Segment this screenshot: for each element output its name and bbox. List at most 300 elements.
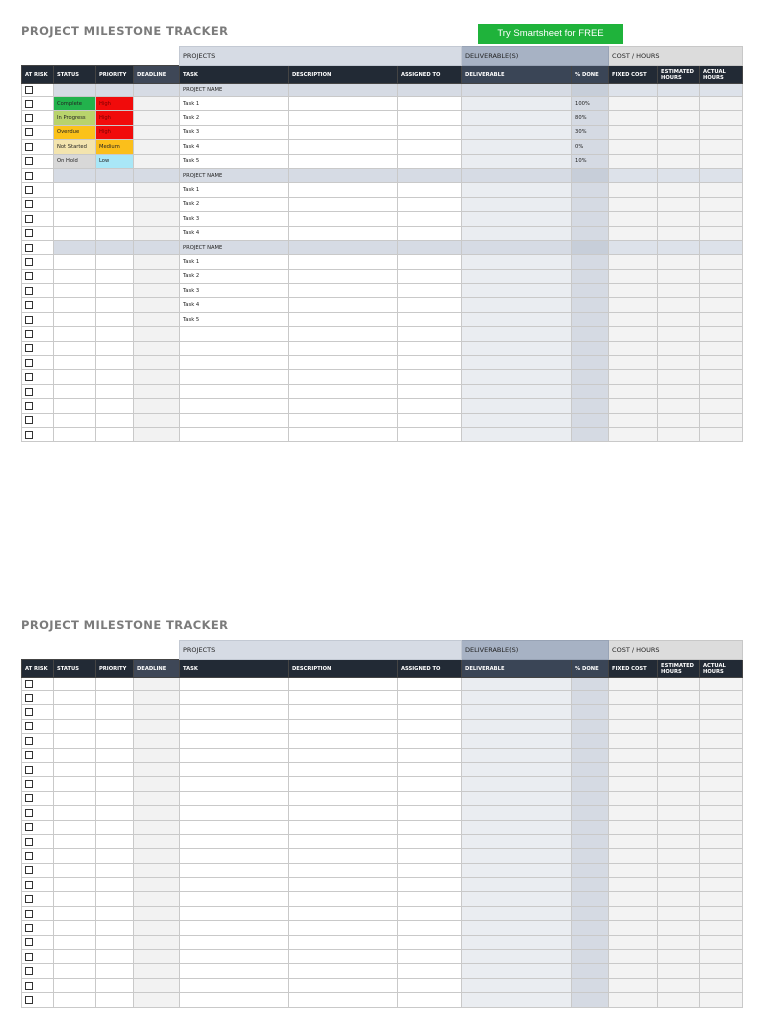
estimated-hours-cell[interactable] bbox=[658, 834, 700, 848]
at-risk-checkbox[interactable] bbox=[25, 982, 33, 990]
estimated-hours-cell[interactable] bbox=[658, 212, 700, 226]
status-cell[interactable] bbox=[54, 183, 96, 197]
percent-done-cell[interactable]: 100% bbox=[572, 97, 609, 111]
assigned-to-cell[interactable] bbox=[398, 906, 462, 920]
deadline-cell[interactable] bbox=[134, 327, 180, 341]
status-cell[interactable] bbox=[54, 950, 96, 964]
priority-cell[interactable] bbox=[96, 327, 134, 341]
fixed-cost-cell[interactable] bbox=[609, 978, 658, 992]
deadline-cell[interactable] bbox=[134, 791, 180, 805]
deliverable-cell[interactable] bbox=[462, 298, 572, 312]
task-cell[interactable]: PROJECT NAME bbox=[180, 84, 289, 97]
fixed-cost-cell[interactable] bbox=[609, 993, 658, 1007]
description-cell[interactable] bbox=[289, 284, 398, 298]
deliverable-cell[interactable] bbox=[462, 892, 572, 906]
actual-hours-cell[interactable] bbox=[700, 269, 743, 283]
deliverable-cell[interactable] bbox=[462, 384, 572, 398]
at-risk-cell[interactable] bbox=[22, 892, 54, 906]
fixed-cost-cell[interactable] bbox=[609, 849, 658, 863]
status-cell[interactable] bbox=[54, 240, 96, 254]
assigned-to-cell[interactable] bbox=[398, 226, 462, 240]
task-cell[interactable] bbox=[180, 777, 289, 791]
deliverable-cell[interactable] bbox=[462, 678, 572, 691]
at-risk-cell[interactable] bbox=[22, 806, 54, 820]
description-cell[interactable] bbox=[289, 212, 398, 226]
fixed-cost-cell[interactable] bbox=[609, 140, 658, 154]
assigned-to-cell[interactable] bbox=[398, 97, 462, 111]
deliverable-cell[interactable] bbox=[462, 734, 572, 748]
task-cell[interactable]: Task 5 bbox=[180, 312, 289, 326]
deliverable-cell[interactable] bbox=[462, 341, 572, 355]
assigned-to-cell[interactable] bbox=[398, 384, 462, 398]
deadline-cell[interactable] bbox=[134, 341, 180, 355]
description-cell[interactable] bbox=[289, 427, 398, 441]
at-risk-checkbox[interactable] bbox=[25, 359, 33, 367]
estimated-hours-cell[interactable] bbox=[658, 226, 700, 240]
estimated-hours-cell[interactable] bbox=[658, 240, 700, 254]
status-cell[interactable] bbox=[54, 719, 96, 733]
deadline-cell[interactable] bbox=[134, 125, 180, 139]
at-risk-checkbox[interactable] bbox=[25, 938, 33, 946]
priority-cell[interactable] bbox=[96, 399, 134, 413]
status-cell[interactable] bbox=[54, 691, 96, 705]
at-risk-checkbox[interactable] bbox=[25, 751, 33, 759]
assigned-to-cell[interactable] bbox=[398, 950, 462, 964]
assigned-to-cell[interactable] bbox=[398, 370, 462, 384]
estimated-hours-cell[interactable] bbox=[658, 97, 700, 111]
at-risk-cell[interactable] bbox=[22, 140, 54, 154]
status-cell[interactable] bbox=[54, 284, 96, 298]
description-cell[interactable] bbox=[289, 84, 398, 97]
deliverable-cell[interactable] bbox=[462, 97, 572, 111]
deliverable-cell[interactable] bbox=[462, 705, 572, 719]
percent-done-cell[interactable] bbox=[572, 906, 609, 920]
description-cell[interactable] bbox=[289, 906, 398, 920]
deadline-cell[interactable] bbox=[134, 964, 180, 978]
percent-done-cell[interactable] bbox=[572, 892, 609, 906]
description-cell[interactable] bbox=[289, 240, 398, 254]
deliverable-cell[interactable] bbox=[462, 413, 572, 427]
deliverable-cell[interactable] bbox=[462, 427, 572, 441]
deadline-cell[interactable] bbox=[134, 734, 180, 748]
at-risk-cell[interactable] bbox=[22, 240, 54, 254]
fixed-cost-cell[interactable] bbox=[609, 168, 658, 182]
at-risk-cell[interactable] bbox=[22, 950, 54, 964]
priority-cell[interactable] bbox=[96, 762, 134, 776]
percent-done-cell[interactable] bbox=[572, 834, 609, 848]
deadline-cell[interactable] bbox=[134, 705, 180, 719]
priority-cell[interactable] bbox=[96, 935, 134, 949]
deliverable-cell[interactable] bbox=[462, 878, 572, 892]
task-cell[interactable]: PROJECT NAME bbox=[180, 240, 289, 254]
deliverable-cell[interactable] bbox=[462, 370, 572, 384]
priority-cell[interactable] bbox=[96, 226, 134, 240]
deliverable-cell[interactable] bbox=[462, 921, 572, 935]
assigned-to-cell[interactable] bbox=[398, 212, 462, 226]
fixed-cost-cell[interactable] bbox=[609, 197, 658, 211]
priority-cell[interactable] bbox=[96, 427, 134, 441]
status-cell[interactable] bbox=[54, 892, 96, 906]
actual-hours-cell[interactable] bbox=[700, 878, 743, 892]
description-cell[interactable] bbox=[289, 370, 398, 384]
percent-done-cell[interactable] bbox=[572, 226, 609, 240]
priority-cell[interactable] bbox=[96, 413, 134, 427]
fixed-cost-cell[interactable] bbox=[609, 734, 658, 748]
at-risk-cell[interactable] bbox=[22, 370, 54, 384]
task-cell[interactable] bbox=[180, 834, 289, 848]
assigned-to-cell[interactable] bbox=[398, 748, 462, 762]
estimated-hours-cell[interactable] bbox=[658, 762, 700, 776]
percent-done-cell[interactable] bbox=[572, 777, 609, 791]
percent-done-cell[interactable] bbox=[572, 84, 609, 97]
percent-done-cell[interactable] bbox=[572, 748, 609, 762]
actual-hours-cell[interactable] bbox=[700, 125, 743, 139]
at-risk-cell[interactable] bbox=[22, 906, 54, 920]
at-risk-checkbox[interactable] bbox=[25, 114, 33, 122]
actual-hours-cell[interactable] bbox=[700, 212, 743, 226]
estimated-hours-cell[interactable] bbox=[658, 734, 700, 748]
percent-done-cell[interactable] bbox=[572, 413, 609, 427]
assigned-to-cell[interactable] bbox=[398, 705, 462, 719]
actual-hours-cell[interactable] bbox=[700, 892, 743, 906]
assigned-to-cell[interactable] bbox=[398, 140, 462, 154]
at-risk-checkbox[interactable] bbox=[25, 128, 33, 136]
priority-cell[interactable] bbox=[96, 950, 134, 964]
actual-hours-cell[interactable] bbox=[700, 327, 743, 341]
description-cell[interactable] bbox=[289, 791, 398, 805]
task-cell[interactable]: Task 3 bbox=[180, 212, 289, 226]
assigned-to-cell[interactable] bbox=[398, 762, 462, 776]
estimated-hours-cell[interactable] bbox=[658, 111, 700, 125]
actual-hours-cell[interactable] bbox=[700, 255, 743, 269]
at-risk-checkbox[interactable] bbox=[25, 809, 33, 817]
estimated-hours-cell[interactable] bbox=[658, 140, 700, 154]
task-cell[interactable] bbox=[180, 327, 289, 341]
priority-cell[interactable] bbox=[96, 312, 134, 326]
percent-done-cell[interactable] bbox=[572, 791, 609, 805]
description-cell[interactable] bbox=[289, 978, 398, 992]
at-risk-checkbox[interactable] bbox=[25, 157, 33, 165]
estimated-hours-cell[interactable] bbox=[658, 806, 700, 820]
status-cell[interactable] bbox=[54, 791, 96, 805]
priority-cell[interactable] bbox=[96, 691, 134, 705]
actual-hours-cell[interactable] bbox=[700, 284, 743, 298]
deliverable-cell[interactable] bbox=[462, 719, 572, 733]
priority-cell[interactable] bbox=[96, 878, 134, 892]
fixed-cost-cell[interactable] bbox=[609, 255, 658, 269]
deliverable-cell[interactable] bbox=[462, 964, 572, 978]
at-risk-cell[interactable] bbox=[22, 993, 54, 1007]
deadline-cell[interactable] bbox=[134, 678, 180, 691]
priority-cell[interactable] bbox=[96, 734, 134, 748]
priority-cell[interactable] bbox=[96, 820, 134, 834]
fixed-cost-cell[interactable] bbox=[609, 111, 658, 125]
status-cell[interactable] bbox=[54, 327, 96, 341]
status-cell[interactable] bbox=[54, 878, 96, 892]
estimated-hours-cell[interactable] bbox=[658, 269, 700, 283]
actual-hours-cell[interactable] bbox=[700, 140, 743, 154]
fixed-cost-cell[interactable] bbox=[609, 762, 658, 776]
deliverable-cell[interactable] bbox=[462, 762, 572, 776]
at-risk-checkbox[interactable] bbox=[25, 143, 33, 151]
estimated-hours-cell[interactable] bbox=[658, 384, 700, 398]
priority-cell[interactable] bbox=[96, 678, 134, 691]
at-risk-cell[interactable] bbox=[22, 777, 54, 791]
fixed-cost-cell[interactable] bbox=[609, 370, 658, 384]
status-cell[interactable]: Not Started bbox=[54, 140, 96, 154]
deadline-cell[interactable] bbox=[134, 212, 180, 226]
at-risk-checkbox[interactable] bbox=[25, 316, 33, 324]
actual-hours-cell[interactable] bbox=[700, 978, 743, 992]
at-risk-cell[interactable] bbox=[22, 748, 54, 762]
at-risk-checkbox[interactable] bbox=[25, 86, 33, 94]
task-cell[interactable] bbox=[180, 413, 289, 427]
fixed-cost-cell[interactable] bbox=[609, 312, 658, 326]
percent-done-cell[interactable] bbox=[572, 806, 609, 820]
task-cell[interactable] bbox=[180, 748, 289, 762]
priority-cell[interactable] bbox=[96, 863, 134, 877]
fixed-cost-cell[interactable] bbox=[609, 212, 658, 226]
fixed-cost-cell[interactable] bbox=[609, 427, 658, 441]
status-cell[interactable] bbox=[54, 298, 96, 312]
at-risk-checkbox[interactable] bbox=[25, 794, 33, 802]
estimated-hours-cell[interactable] bbox=[658, 791, 700, 805]
at-risk-cell[interactable] bbox=[22, 849, 54, 863]
actual-hours-cell[interactable] bbox=[700, 298, 743, 312]
estimated-hours-cell[interactable] bbox=[658, 777, 700, 791]
deadline-cell[interactable] bbox=[134, 427, 180, 441]
description-cell[interactable] bbox=[289, 921, 398, 935]
task-cell[interactable] bbox=[180, 734, 289, 748]
percent-done-cell[interactable] bbox=[572, 691, 609, 705]
actual-hours-cell[interactable] bbox=[700, 240, 743, 254]
assigned-to-cell[interactable] bbox=[398, 427, 462, 441]
task-cell[interactable]: Task 1 bbox=[180, 183, 289, 197]
assigned-to-cell[interactable] bbox=[398, 327, 462, 341]
status-cell[interactable]: In Progress bbox=[54, 111, 96, 125]
priority-cell[interactable] bbox=[96, 341, 134, 355]
at-risk-cell[interactable] bbox=[22, 111, 54, 125]
deadline-cell[interactable] bbox=[134, 370, 180, 384]
priority-cell[interactable] bbox=[96, 298, 134, 312]
status-cell[interactable] bbox=[54, 762, 96, 776]
fixed-cost-cell[interactable] bbox=[609, 384, 658, 398]
percent-done-cell[interactable] bbox=[572, 341, 609, 355]
at-risk-checkbox[interactable] bbox=[25, 780, 33, 788]
deliverable-cell[interactable] bbox=[462, 791, 572, 805]
actual-hours-cell[interactable] bbox=[700, 370, 743, 384]
deliverable-cell[interactable] bbox=[462, 226, 572, 240]
at-risk-cell[interactable] bbox=[22, 356, 54, 370]
deliverable-cell[interactable] bbox=[462, 154, 572, 168]
estimated-hours-cell[interactable] bbox=[658, 863, 700, 877]
fixed-cost-cell[interactable] bbox=[609, 950, 658, 964]
assigned-to-cell[interactable] bbox=[398, 399, 462, 413]
at-risk-checkbox[interactable] bbox=[25, 708, 33, 716]
actual-hours-cell[interactable] bbox=[700, 964, 743, 978]
priority-cell[interactable] bbox=[96, 240, 134, 254]
priority-cell[interactable] bbox=[96, 777, 134, 791]
deadline-cell[interactable] bbox=[134, 806, 180, 820]
at-risk-cell[interactable] bbox=[22, 341, 54, 355]
actual-hours-cell[interactable] bbox=[700, 834, 743, 848]
deadline-cell[interactable] bbox=[134, 269, 180, 283]
at-risk-cell[interactable] bbox=[22, 935, 54, 949]
actual-hours-cell[interactable] bbox=[700, 154, 743, 168]
at-risk-checkbox[interactable] bbox=[25, 186, 33, 194]
fixed-cost-cell[interactable] bbox=[609, 399, 658, 413]
at-risk-cell[interactable] bbox=[22, 298, 54, 312]
task-cell[interactable] bbox=[180, 921, 289, 935]
estimated-hours-cell[interactable] bbox=[658, 255, 700, 269]
status-cell[interactable] bbox=[54, 168, 96, 182]
deadline-cell[interactable] bbox=[134, 748, 180, 762]
priority-cell[interactable] bbox=[96, 791, 134, 805]
status-cell[interactable] bbox=[54, 777, 96, 791]
estimated-hours-cell[interactable] bbox=[658, 341, 700, 355]
percent-done-cell[interactable]: 10% bbox=[572, 154, 609, 168]
deadline-cell[interactable] bbox=[134, 863, 180, 877]
deliverable-cell[interactable] bbox=[462, 255, 572, 269]
percent-done-cell[interactable] bbox=[572, 678, 609, 691]
fixed-cost-cell[interactable] bbox=[609, 678, 658, 691]
at-risk-checkbox[interactable] bbox=[25, 967, 33, 975]
actual-hours-cell[interactable] bbox=[700, 906, 743, 920]
description-cell[interactable] bbox=[289, 413, 398, 427]
estimated-hours-cell[interactable] bbox=[658, 691, 700, 705]
at-risk-checkbox[interactable] bbox=[25, 996, 33, 1004]
percent-done-cell[interactable] bbox=[572, 964, 609, 978]
actual-hours-cell[interactable] bbox=[700, 678, 743, 691]
at-risk-checkbox[interactable] bbox=[25, 244, 33, 252]
at-risk-cell[interactable] bbox=[22, 197, 54, 211]
deliverable-cell[interactable] bbox=[462, 399, 572, 413]
fixed-cost-cell[interactable] bbox=[609, 183, 658, 197]
actual-hours-cell[interactable] bbox=[700, 691, 743, 705]
status-cell[interactable] bbox=[54, 906, 96, 920]
at-risk-checkbox[interactable] bbox=[25, 287, 33, 295]
task-cell[interactable] bbox=[180, 964, 289, 978]
deadline-cell[interactable] bbox=[134, 356, 180, 370]
description-cell[interactable] bbox=[289, 140, 398, 154]
percent-done-cell[interactable] bbox=[572, 950, 609, 964]
deliverable-cell[interactable] bbox=[462, 125, 572, 139]
at-risk-cell[interactable] bbox=[22, 705, 54, 719]
description-cell[interactable] bbox=[289, 748, 398, 762]
at-risk-cell[interactable] bbox=[22, 284, 54, 298]
status-cell[interactable] bbox=[54, 341, 96, 355]
assigned-to-cell[interactable] bbox=[398, 993, 462, 1007]
task-cell[interactable]: Task 4 bbox=[180, 140, 289, 154]
deliverable-cell[interactable] bbox=[462, 820, 572, 834]
status-cell[interactable] bbox=[54, 734, 96, 748]
deadline-cell[interactable] bbox=[134, 413, 180, 427]
fixed-cost-cell[interactable] bbox=[609, 356, 658, 370]
deliverable-cell[interactable] bbox=[462, 978, 572, 992]
status-cell[interactable] bbox=[54, 806, 96, 820]
percent-done-cell[interactable] bbox=[572, 327, 609, 341]
estimated-hours-cell[interactable] bbox=[658, 892, 700, 906]
at-risk-checkbox[interactable] bbox=[25, 402, 33, 410]
status-cell[interactable]: On Hold bbox=[54, 154, 96, 168]
percent-done-cell[interactable] bbox=[572, 427, 609, 441]
fixed-cost-cell[interactable] bbox=[609, 413, 658, 427]
deliverable-cell[interactable] bbox=[462, 806, 572, 820]
at-risk-checkbox[interactable] bbox=[25, 722, 33, 730]
estimated-hours-cell[interactable] bbox=[658, 935, 700, 949]
task-cell[interactable]: PROJECT NAME bbox=[180, 168, 289, 182]
deliverable-cell[interactable] bbox=[462, 269, 572, 283]
status-cell[interactable] bbox=[54, 356, 96, 370]
description-cell[interactable] bbox=[289, 863, 398, 877]
description-cell[interactable] bbox=[289, 762, 398, 776]
at-risk-checkbox[interactable] bbox=[25, 895, 33, 903]
deadline-cell[interactable] bbox=[134, 97, 180, 111]
description-cell[interactable] bbox=[289, 806, 398, 820]
actual-hours-cell[interactable] bbox=[700, 356, 743, 370]
percent-done-cell[interactable] bbox=[572, 284, 609, 298]
estimated-hours-cell[interactable] bbox=[658, 993, 700, 1007]
status-cell[interactable] bbox=[54, 312, 96, 326]
at-risk-cell[interactable] bbox=[22, 84, 54, 97]
estimated-hours-cell[interactable] bbox=[658, 705, 700, 719]
assigned-to-cell[interactable] bbox=[398, 734, 462, 748]
at-risk-checkbox[interactable] bbox=[25, 737, 33, 745]
status-cell[interactable] bbox=[54, 226, 96, 240]
deliverable-cell[interactable] bbox=[462, 691, 572, 705]
at-risk-cell[interactable] bbox=[22, 399, 54, 413]
status-cell[interactable] bbox=[54, 255, 96, 269]
fixed-cost-cell[interactable] bbox=[609, 97, 658, 111]
at-risk-checkbox[interactable] bbox=[25, 766, 33, 774]
fixed-cost-cell[interactable] bbox=[609, 719, 658, 733]
priority-cell[interactable] bbox=[96, 212, 134, 226]
description-cell[interactable] bbox=[289, 154, 398, 168]
estimated-hours-cell[interactable] bbox=[658, 413, 700, 427]
estimated-hours-cell[interactable] bbox=[658, 878, 700, 892]
status-cell[interactable] bbox=[54, 820, 96, 834]
priority-cell[interactable] bbox=[96, 964, 134, 978]
percent-done-cell[interactable]: 30% bbox=[572, 125, 609, 139]
description-cell[interactable] bbox=[289, 269, 398, 283]
at-risk-cell[interactable] bbox=[22, 97, 54, 111]
fixed-cost-cell[interactable] bbox=[609, 705, 658, 719]
at-risk-cell[interactable] bbox=[22, 226, 54, 240]
at-risk-cell[interactable] bbox=[22, 427, 54, 441]
assigned-to-cell[interactable] bbox=[398, 154, 462, 168]
at-risk-cell[interactable] bbox=[22, 791, 54, 805]
assigned-to-cell[interactable] bbox=[398, 777, 462, 791]
estimated-hours-cell[interactable] bbox=[658, 312, 700, 326]
priority-cell[interactable] bbox=[96, 269, 134, 283]
percent-done-cell[interactable] bbox=[572, 168, 609, 182]
task-cell[interactable]: Task 2 bbox=[180, 269, 289, 283]
deadline-cell[interactable] bbox=[134, 183, 180, 197]
description-cell[interactable] bbox=[289, 935, 398, 949]
description-cell[interactable] bbox=[289, 892, 398, 906]
description-cell[interactable] bbox=[289, 849, 398, 863]
percent-done-cell[interactable] bbox=[572, 921, 609, 935]
assigned-to-cell[interactable] bbox=[398, 964, 462, 978]
percent-done-cell[interactable]: 80% bbox=[572, 111, 609, 125]
try-smartsheet-button[interactable]: Try Smartsheet for FREE bbox=[478, 24, 623, 44]
status-cell[interactable] bbox=[54, 370, 96, 384]
task-cell[interactable] bbox=[180, 399, 289, 413]
at-risk-cell[interactable] bbox=[22, 978, 54, 992]
assigned-to-cell[interactable] bbox=[398, 849, 462, 863]
task-cell[interactable] bbox=[180, 935, 289, 949]
deliverable-cell[interactable] bbox=[462, 834, 572, 848]
